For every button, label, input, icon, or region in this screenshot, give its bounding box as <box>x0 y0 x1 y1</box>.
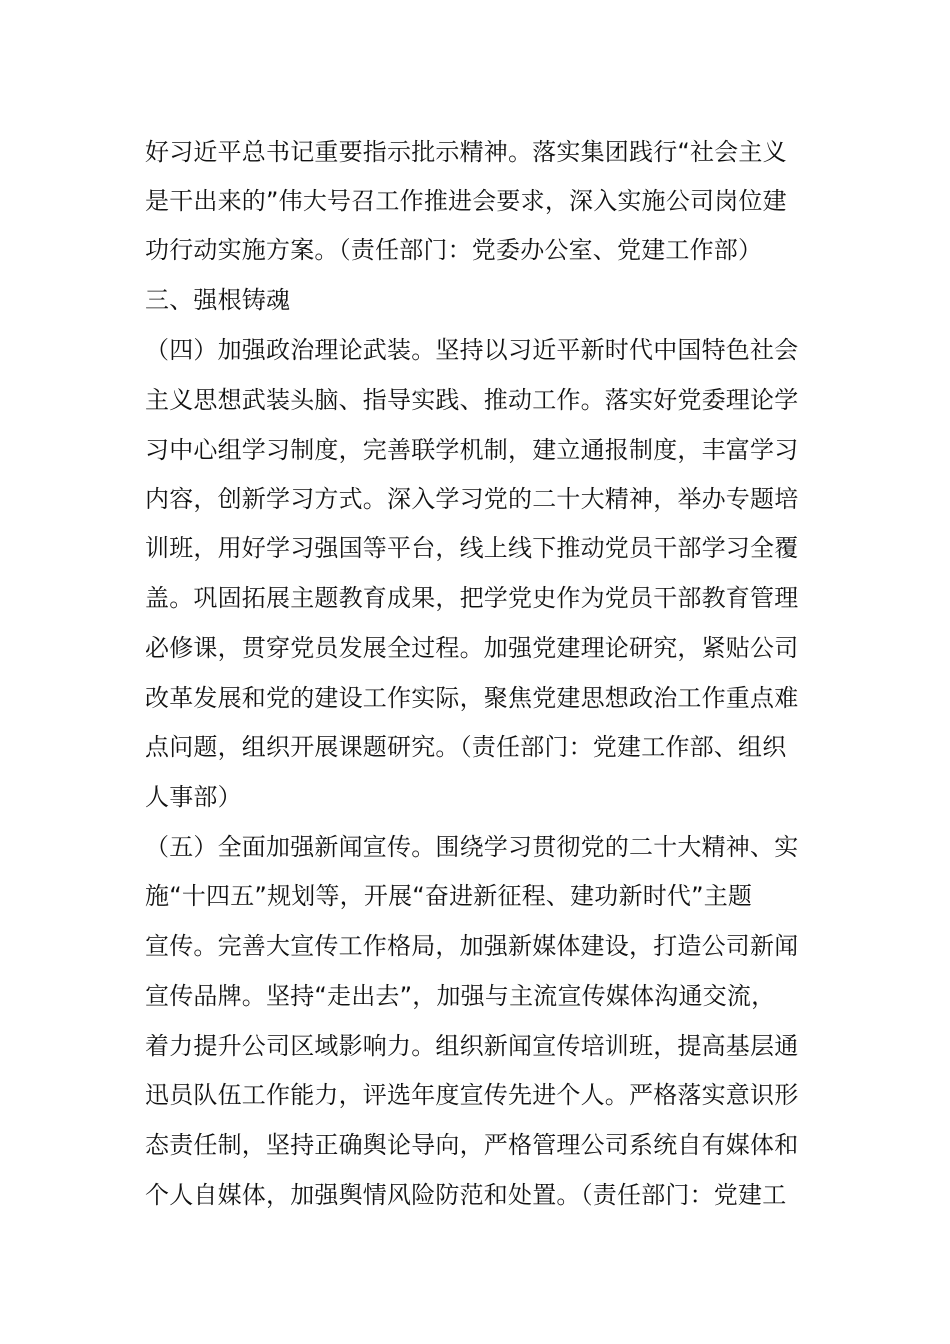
text-line: 是干出来的”伟大号召工作推进会要求，深入实施公司岗位建 <box>145 187 787 215</box>
text-line: 功行动实施方案。（责任部门：党委办公室、党建工作部） <box>145 236 763 264</box>
text-line: 态责任制，坚持正确舆论导向，严格管理公司系统自有媒体和 <box>145 1131 799 1159</box>
text-line: 必修课，贯穿党员发展全过程。加强党建理论研究，紧贴公司 <box>145 634 799 662</box>
text-line: 好习近平总书记重要指示批示精神。落实集团践行“社会主义 <box>145 138 787 166</box>
text-line: 主义思想武装头脑、指导实践、推动工作。落实好党委理论学 <box>145 386 799 414</box>
text-line: 点问题，组织开展课题研究。（责任部门：党建工作部、组织 <box>145 733 787 761</box>
text-line: 着力提升公司区域影响力。组织新闻宣传培训班，提高基层通 <box>145 1032 799 1060</box>
text-line: 改革发展和党的建设工作实际，聚焦党建思想政治工作重点难 <box>145 684 799 712</box>
text-line: 盖。巩固拓展主题教育成果，把学党史作为党员干部教育管理 <box>145 584 799 612</box>
text-line: 施“十四五”规划等，开展“奋进新征程、建功新时代”主题 <box>145 882 753 910</box>
text-line: 宣传。完善大宣传工作格局，加强新媒体建设，打造公司新闻 <box>145 932 799 960</box>
text-line: 迅员队伍工作能力，评选年度宣传先进个人。严格落实意识形 <box>145 1081 799 1109</box>
text-line: 习中心组学习制度，完善联学机制，建立通报制度，丰富学习 <box>145 436 799 464</box>
section-heading: 三、强根铸魂 <box>145 286 291 314</box>
text-line: 人事部） <box>145 783 242 811</box>
text-line: （五）全面加强新闻宣传。围绕学习贯彻党的二十大精神、实 <box>145 833 799 861</box>
text-line: 宣传品牌。坚持“走出去”，加强与主流宣传媒体沟通交流， <box>145 982 776 1010</box>
text-line: 个人自媒体，加强舆情风险防范和处置。（责任部门：党建工 <box>145 1181 787 1209</box>
text-line: （四）加强政治理论武装。坚持以习近平新时代中国特色社会 <box>145 336 799 364</box>
text-line: 训班，用好学习强国等平台，线上线下推动党员干部学习全覆 <box>145 534 799 562</box>
text-line: 内容，创新学习方式。深入学习党的二十大精神，举办专题培 <box>145 485 799 513</box>
